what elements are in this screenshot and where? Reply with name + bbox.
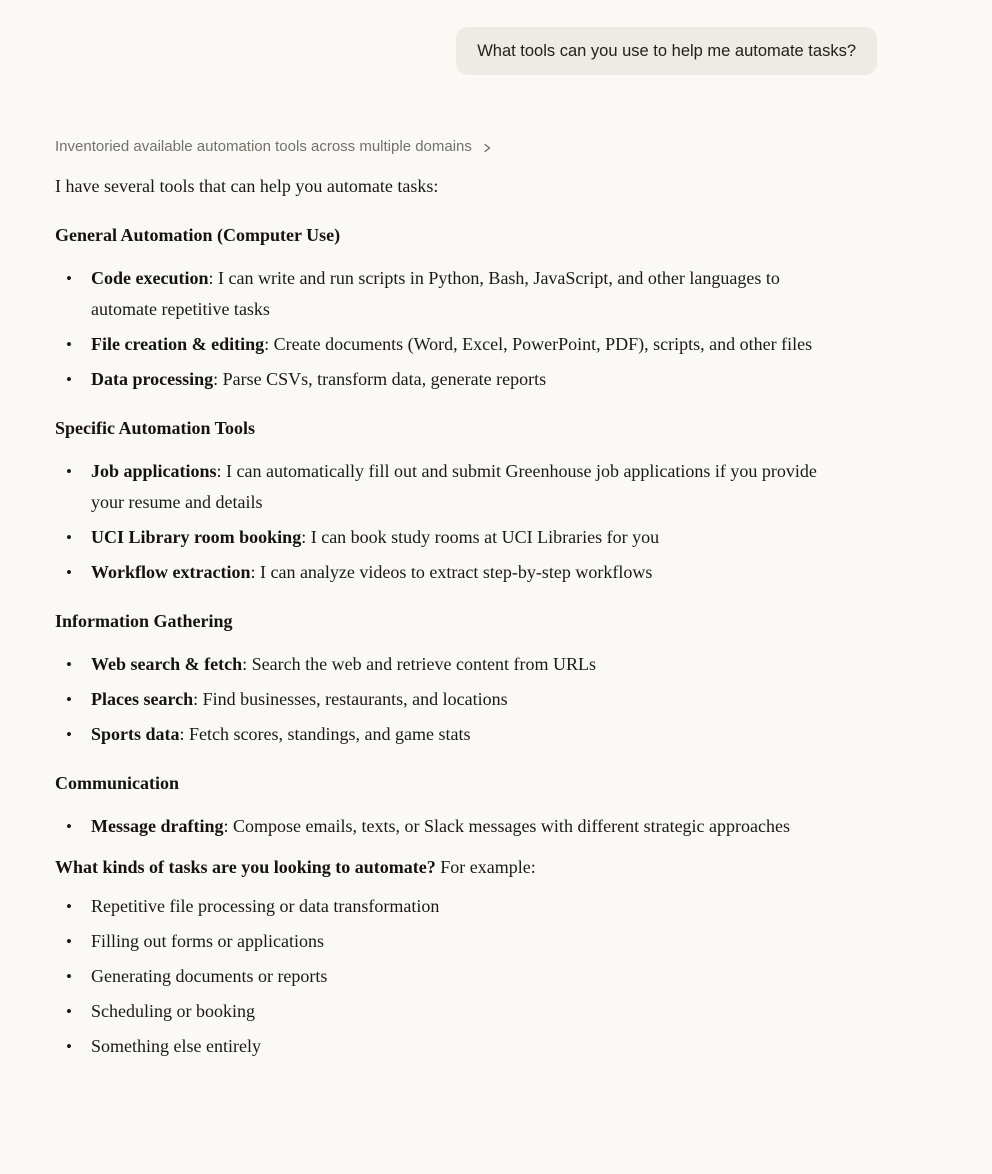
list-item-desc: : Compose emails, texts, or Slack messages with different strategic approaches bbox=[223, 816, 791, 836]
list-item bbox=[91, 522, 837, 553]
list-item-desc: : Find businesses, restaurants, and locations bbox=[193, 689, 508, 709]
list-item-desc: : Search the web and retrieve content from URLs bbox=[242, 654, 597, 674]
list-item-desc: : Create documents (Word, Excel, PowerPoint, PDF), scripts, and other files bbox=[264, 334, 813, 354]
list-item: • Something else entirely bbox=[91, 1031, 837, 1062]
list-item bbox=[91, 811, 837, 842]
list-item bbox=[91, 456, 837, 518]
list-item-desc: : Fetch scores, standings, and game stats bbox=[179, 724, 471, 744]
thinking-summary-toggle[interactable] bbox=[55, 137, 493, 157]
closing-list bbox=[55, 891, 845, 1062]
list-item bbox=[91, 719, 837, 750]
closing-question bbox=[55, 852, 845, 883]
list-item-desc: : I can write and run scripts in Python, Bash, JavaScript, and other languages to automate repetitive tasks bbox=[91, 268, 780, 319]
section-list-information-gathering bbox=[55, 649, 845, 750]
list-item-term: UCI Library room booking bbox=[91, 527, 302, 547]
list-item bbox=[91, 263, 837, 325]
assistant-response bbox=[55, 171, 845, 1062]
list-item-desc: : I can book study rooms at UCI Libraries for you bbox=[301, 527, 660, 547]
user-message-bubble bbox=[456, 27, 877, 75]
list-item-term: Workflow extraction bbox=[91, 562, 251, 582]
list-item-term: Job applications bbox=[91, 461, 217, 481]
user-message-text: What tools can you use to help me automate tasks? bbox=[477, 42, 856, 60]
list-item bbox=[91, 557, 837, 588]
section-heading-general-automation: General Automation (Computer Use) bbox=[55, 225, 341, 245]
section-heading-specific-tools: Specific Automation Tools bbox=[55, 418, 256, 438]
list-item-desc: : Parse CSVs, transform data, generate reports bbox=[213, 369, 547, 389]
section-list-communication bbox=[55, 811, 845, 842]
list-item-desc: : I can analyze videos to extract step-by-step workflows bbox=[250, 562, 653, 582]
list-item: • Filling out forms or applications bbox=[91, 926, 837, 957]
closing-question-bold: What kinds of tasks are you looking to automate? bbox=[55, 857, 436, 877]
list-item bbox=[91, 649, 837, 680]
list-item bbox=[91, 684, 837, 715]
list-item-desc: : I can automatically fill out and submit Greenhouse job applications if you provide your resume and details bbox=[91, 461, 817, 512]
section-heading-communication: Communication bbox=[55, 773, 180, 793]
section-heading-information-gathering: Information Gathering bbox=[55, 611, 233, 631]
chat-column bbox=[55, 0, 877, 1078]
list-item-term: Message drafting bbox=[91, 816, 224, 836]
section-list-specific-tools bbox=[55, 456, 845, 588]
list-item bbox=[91, 329, 837, 360]
list-item-term: Web search & fetch bbox=[91, 654, 243, 674]
response-intro: I have several tools that can help you automate tasks: bbox=[55, 176, 439, 196]
user-message-row bbox=[55, 27, 877, 75]
section-list-general-automation bbox=[55, 263, 845, 395]
closing-question-rest: For example: bbox=[435, 857, 536, 877]
list-item: • Scheduling or booking bbox=[91, 996, 837, 1027]
list-item-term: Code execution bbox=[91, 268, 209, 288]
list-item-term: File creation & editing bbox=[91, 334, 265, 354]
list-item: • Generating documents or reports bbox=[91, 961, 837, 992]
thinking-summary-label: Inventoried available automation tools across multiple domains bbox=[55, 138, 472, 155]
list-item bbox=[91, 364, 837, 395]
chevron-right-icon bbox=[481, 142, 493, 154]
list-item-term: Sports data bbox=[91, 724, 180, 744]
list-item-term: Places search bbox=[91, 689, 194, 709]
list-item-term: Data processing bbox=[91, 369, 214, 389]
list-item: • Repetitive file processing or data transformation bbox=[91, 891, 837, 922]
